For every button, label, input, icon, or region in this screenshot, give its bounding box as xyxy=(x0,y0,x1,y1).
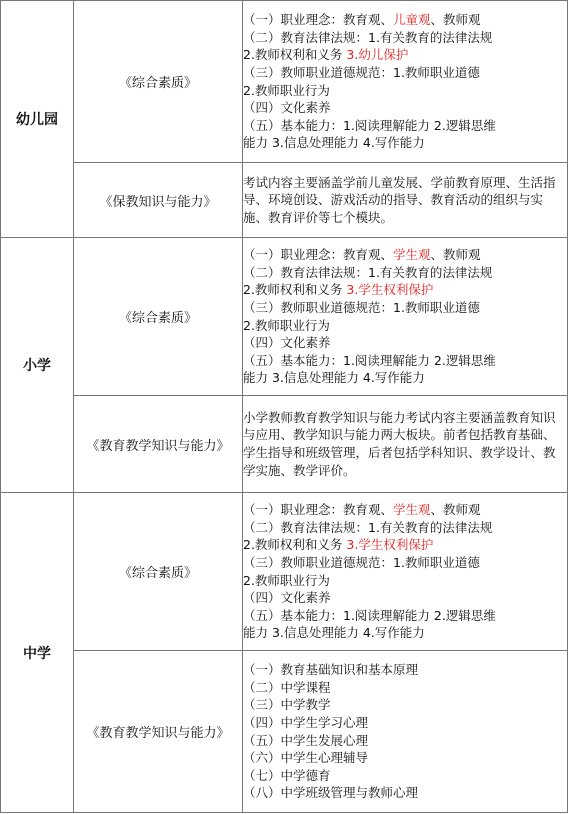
highlight-text: 学生观 xyxy=(393,247,431,263)
content-cell xyxy=(243,493,568,651)
subject-cell: 《综合素质》 xyxy=(74,238,243,396)
subject-cell: 《保教知识与能力》 xyxy=(74,163,243,238)
outline-line: 能力 3.信息处理能力 4.写作能力 xyxy=(243,625,425,641)
content-cell xyxy=(243,163,568,238)
outline-line: 2.教师职业行为 xyxy=(243,82,330,98)
table-row xyxy=(1,163,568,238)
outline-line: （八）中学班级管理与教师心理 xyxy=(243,785,419,801)
outline-line: 2.教师职业行为 xyxy=(243,572,330,588)
content-cell xyxy=(243,1,568,163)
highlight-text: 3.学生权利保护 xyxy=(346,282,434,298)
subject-cell: 《教育教学知识与能力》 xyxy=(74,396,243,493)
table-row xyxy=(1,238,568,396)
outline-line: （三）教师职业道德规范：1.教师职业道德 xyxy=(243,64,480,80)
table-row xyxy=(1,1,568,163)
outline-line: 能力 3.信息处理能力 4.写作能力 xyxy=(243,370,425,386)
subject-cell: 《综合素质》 xyxy=(74,493,243,651)
content-cell xyxy=(243,396,568,493)
outline-line: （六）中学生心理辅导 xyxy=(243,750,369,766)
outline-line: （三）教师职业道德规范：1.教师职业道德 xyxy=(243,554,480,570)
outline-line: （五）基本能力：1.阅读理解能力 2.逻辑思维 xyxy=(243,607,496,623)
outline-line: （四）文化素养 xyxy=(243,335,331,351)
outline-line: （二）教育法律法规：1.有关教育的法律法规 xyxy=(243,264,493,280)
outline-line: （四）文化素养 xyxy=(243,590,331,606)
outline-line: （二）教育法律法规：1.有关教育的法律法规 xyxy=(243,519,493,535)
highlight-text: 学生观 xyxy=(393,502,431,518)
outline-line: （一）职业理念：教育观、学生观、教师观 xyxy=(243,502,481,518)
description-text: 考试内容主要涵盖学前儿童发展、学前教育原理、生活指导、环境创设、游戏活动的指导、教育活动的组织与实施、教育评价等七个模块。 xyxy=(243,174,556,225)
table-row xyxy=(1,493,568,651)
outline-line: （七）中学德育 xyxy=(243,767,331,783)
outline-line: （三）教师职业道德规范：1.教师职业道德 xyxy=(243,299,480,315)
level-cell: 小学 xyxy=(1,238,74,493)
content-cell xyxy=(243,651,568,813)
outline-line: 2.教师权利和义务 3.幼儿保护 xyxy=(243,47,409,63)
outline-line: 2.教师权利和义务 3.学生权利保护 xyxy=(243,537,434,553)
outline-line: （四）中学生学习心理 xyxy=(243,714,369,730)
highlight-text: 3.幼儿保护 xyxy=(346,47,409,63)
outline-line: （一）职业理念：教育观、学生观、教师观 xyxy=(243,247,481,263)
level-cell: 幼儿园 xyxy=(1,1,74,238)
table-row xyxy=(1,651,568,813)
subject-cell: 《综合素质》 xyxy=(74,1,243,163)
subject-cell: 《教育教学知识与能力》 xyxy=(74,651,243,813)
outline-line: （五）中学生发展心理 xyxy=(243,732,369,748)
outline-line: （二）教育法律法规：1.有关教育的法律法规 xyxy=(243,29,493,45)
outline-line: （三）中学教学 xyxy=(243,697,331,713)
outline-line: （二）中学课程 xyxy=(243,679,331,695)
outline-line: 2.教师职业行为 xyxy=(243,317,330,333)
outline-line: 2.教师权利和义务 3.学生权利保护 xyxy=(243,282,434,298)
outline-line: （五）基本能力：1.阅读理解能力 2.逻辑思维 xyxy=(243,117,496,133)
outline-line: （五）基本能力：1.阅读理解能力 2.逻辑思维 xyxy=(243,352,496,368)
highlight-text: 儿童观 xyxy=(393,12,431,28)
outline-line: （一）职业理念：教育观、儿童观、教师观 xyxy=(243,12,481,28)
outline-line: （四）文化素养 xyxy=(243,100,331,116)
description-text: 小学教师教育教学知识与能力考试内容主要涵盖教育知识与应用、教学知识与能力两大板块。前者包括教育基础、学生指导和班级管理，后者包括学科知识、教学设计、教学实施、教学评价。 xyxy=(243,409,556,478)
outline-line: （一）教育基础知识和基本原理 xyxy=(243,662,419,678)
level-cell: 中学 xyxy=(1,493,74,813)
content-cell xyxy=(243,238,568,396)
table-row xyxy=(1,396,568,493)
highlight-text: 3.学生权利保护 xyxy=(346,537,434,553)
outline-line: 能力 3.信息处理能力 4.写作能力 xyxy=(243,135,425,151)
